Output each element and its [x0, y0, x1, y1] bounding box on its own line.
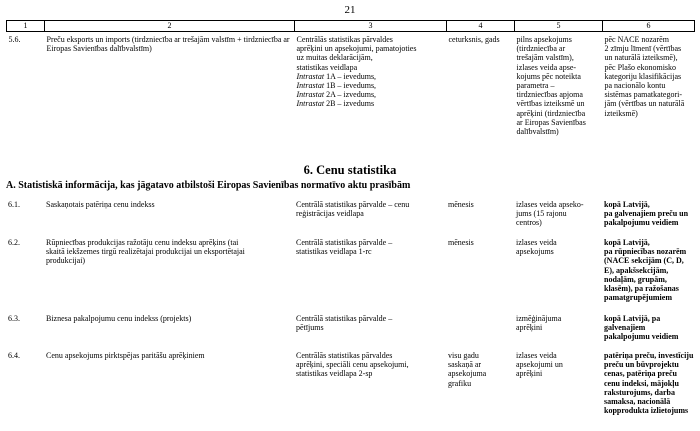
form-name: Intrastat	[296, 71, 325, 81]
text-line: kojums pēc noteikta	[516, 71, 581, 81]
row-source	[294, 314, 446, 342]
text-line: statistikas veidlapa 1-rc	[296, 247, 372, 257]
table-row	[6, 238, 694, 302]
column-number-6: 6	[603, 21, 695, 32]
subsection-title: A. Statistiskā informācija, kas jāgatavo atbilstoši Eiropas Savienības normatīvo aktu prasībām	[6, 180, 411, 191]
text-line: galvenajiem	[604, 323, 646, 333]
text-line: pa galvenajiem preču un	[604, 209, 689, 219]
row-periodicity	[446, 200, 514, 228]
text-line: samaksa, nacionālā	[604, 397, 671, 407]
text-line: ar Eiropas Savienības	[516, 117, 586, 127]
row-title: Preču eksports un imports (tirdzniecība ar trešajām valstīm + tirdzniecība ar Eiropas Savienības dalībvalstīm)	[46, 35, 290, 54]
text-line: izlases veida	[516, 238, 557, 247]
text-line: Biznesa pakalpojumu cenu indekss (projekts)	[46, 314, 192, 323]
row-title	[44, 200, 294, 228]
text-line: pēc NACE nozarēm	[604, 35, 669, 44]
row-number: 5.6.	[8, 35, 21, 44]
text-line: izlases veida	[516, 351, 557, 360]
column-number-5: 5	[515, 21, 603, 32]
text-line: izteiksmē)	[604, 108, 638, 118]
statistics-table	[6, 20, 695, 137]
row-periodicity	[446, 314, 514, 342]
column-number-3: 3	[295, 21, 447, 32]
text-line: aprēķini	[516, 369, 543, 379]
text-line: Saskaņotais patēriņa cenu indekss	[46, 200, 155, 209]
text-line: Centrālā statistikas pārvalde – cenu	[296, 200, 410, 209]
row-method	[515, 32, 603, 138]
row-source	[294, 351, 446, 415]
row-periodicity	[446, 351, 514, 415]
row-source	[294, 200, 446, 228]
text-line: statistikas veidlapa 2-sp	[296, 369, 373, 379]
text-line: preču un būvprojektu	[604, 360, 679, 370]
text-line: visu gadu	[448, 351, 479, 360]
text-line: uz muitas deklarācijām,	[296, 53, 373, 63]
text-line: izlases veida apse-	[516, 62, 577, 72]
text-line: aprēķini, speciāli cenu apsekojumi,	[296, 360, 409, 370]
text-line: grafiku	[448, 378, 472, 388]
text-line: sistēmas pamatkategori-	[604, 90, 683, 100]
section-title: 6. Cenu statistika	[303, 163, 397, 177]
form-detail: 2B – izvedums	[324, 99, 375, 109]
text-line: vērtības izteiksmē un	[516, 99, 585, 109]
row-source	[295, 32, 447, 138]
text-line: (NACE sekcijām (C, D,	[604, 256, 684, 266]
text-line: izmēģinājuma	[516, 314, 562, 323]
text-line: aprēķini un apsekojumi, pamatojoties	[296, 44, 417, 54]
table-row	[7, 32, 695, 138]
text-line: Rūpniecības produkcijas ražotāju cenu indeksu aprēķins (tai	[46, 238, 239, 247]
row-periodicity: ceturksnis, gads	[448, 35, 500, 44]
text-line: jums (15 rajonu	[516, 209, 567, 219]
form-detail: 1A – ievedums,	[324, 71, 377, 81]
text-line: kopā Latvijā,	[604, 200, 650, 209]
text-line: Centrālā statistikas pārvalde –	[296, 238, 393, 247]
text-line: raksturojums, darba	[604, 387, 675, 397]
form-name: Intrastat	[296, 81, 325, 91]
text-line: (tirdzniecība ar	[516, 44, 566, 54]
row-method	[514, 200, 602, 228]
row-method	[514, 238, 602, 302]
text-line: Cenu apsekojums pirktspējas paritāšu aprēķiniem	[46, 351, 205, 360]
row-number: 6.1.	[8, 200, 20, 209]
text-line: pa rūpniecības nozarēm	[604, 247, 687, 257]
table-row	[6, 314, 694, 342]
text-line: apsekojuma	[448, 369, 487, 379]
column-number-2: 2	[45, 21, 295, 32]
table-row	[6, 351, 694, 415]
text-line: saskaņā ar	[448, 360, 482, 370]
text-line: pamatgrupējumiem	[604, 293, 672, 303]
row-title	[44, 238, 294, 302]
table-header-row	[7, 21, 695, 32]
text-line: apsekojums	[516, 247, 554, 257]
text-line: cenas, patēriņa preču	[604, 369, 677, 379]
row-method	[514, 351, 602, 415]
text-line: pa nacionālo kontu	[604, 81, 666, 91]
text-line: pētījums	[296, 323, 324, 333]
text-line: un naturālā izteiksmē),	[604, 53, 678, 63]
text-line: Centrālā statistikas pārvalde –	[296, 314, 393, 323]
text-line: patēriņa preču, investīciju	[604, 351, 694, 360]
column-number-4: 4	[447, 21, 515, 32]
row-detail	[602, 351, 694, 415]
row-periodicity	[446, 238, 514, 302]
form-name: Intrastat	[296, 99, 325, 109]
form-detail: 1B – ievedums,	[324, 81, 377, 91]
page-number: 21	[344, 4, 356, 16]
row-detail	[602, 314, 694, 342]
intrastat-form-line	[297, 81, 445, 90]
text-line: kopprodukta izlietojums	[604, 406, 689, 416]
text-line: E), apakšsekcijām,	[604, 265, 669, 275]
intrastat-form-line	[297, 72, 445, 81]
text-line: skaitā iekšzemes tirgū realizētajai produkcijai un eksportētajai	[46, 247, 245, 257]
text-line: izlases veida apseko-	[516, 200, 584, 209]
text-line: pilns apsekojums	[516, 35, 572, 44]
text-line: pēc Plašo ekonomisko	[604, 62, 677, 72]
form-detail: 2A – izvedums,	[324, 90, 377, 100]
text-line: kategoriju klasifikācijas	[604, 71, 682, 81]
text-line: dalībvalstīm)	[516, 127, 559, 137]
text-line: cenu indeksi, mājokļu	[604, 378, 679, 388]
text-line: pakalpojumu veidiem	[604, 218, 679, 228]
row-detail	[602, 200, 694, 228]
text-line: produkcijai)	[46, 256, 86, 266]
text-line: reģistrācijas veidlapa	[296, 209, 364, 219]
row-number: 6.4.	[8, 351, 20, 360]
text-line: 2 zīmju līmenī (vērtības	[604, 44, 682, 54]
text-line: klasēm), pa ražošanas	[604, 284, 679, 294]
text-line: pakalpojumu veidiem	[604, 332, 679, 342]
text-line: tirdzniecības apjoma	[516, 90, 583, 100]
text-line: parametra –	[516, 81, 555, 91]
text-line: statistikas veidlapa	[296, 62, 358, 72]
form-name: Intrastat	[296, 90, 325, 100]
intrastat-form-line	[297, 90, 445, 99]
text-line: aprēķini	[516, 323, 543, 333]
row-detail	[603, 32, 695, 138]
text-line: aprēķini (tirdzniecība	[516, 108, 586, 118]
column-number-1: 1	[7, 21, 45, 32]
row-number: 6.3.	[8, 314, 20, 323]
text-line: kopā Latvijā, pa	[604, 314, 661, 323]
text-line: kopā Latvijā,	[604, 238, 650, 247]
text-line: trešajām valstīm),	[516, 53, 574, 63]
text-line: jām (vērtības un naturālā	[604, 99, 685, 109]
text-line: Centrālās statistikas pārvaldes	[296, 35, 393, 44]
text-line: nodaļām, grupām,	[604, 274, 667, 284]
row-detail	[602, 238, 694, 302]
row-number: 6.2.	[8, 238, 20, 247]
intrastat-form-line	[297, 99, 445, 108]
row-title	[44, 351, 294, 415]
text-line: mēnesis	[448, 238, 474, 247]
row-source	[294, 238, 446, 302]
table-row	[6, 200, 694, 228]
row-method	[514, 314, 602, 342]
text-line: mēnesis	[448, 200, 474, 209]
row-title	[44, 314, 294, 342]
text-line: centros)	[516, 218, 542, 228]
text-line: Centrālās statistikas pārvaldes	[296, 351, 393, 360]
text-line: apsekojumi un	[516, 360, 563, 370]
